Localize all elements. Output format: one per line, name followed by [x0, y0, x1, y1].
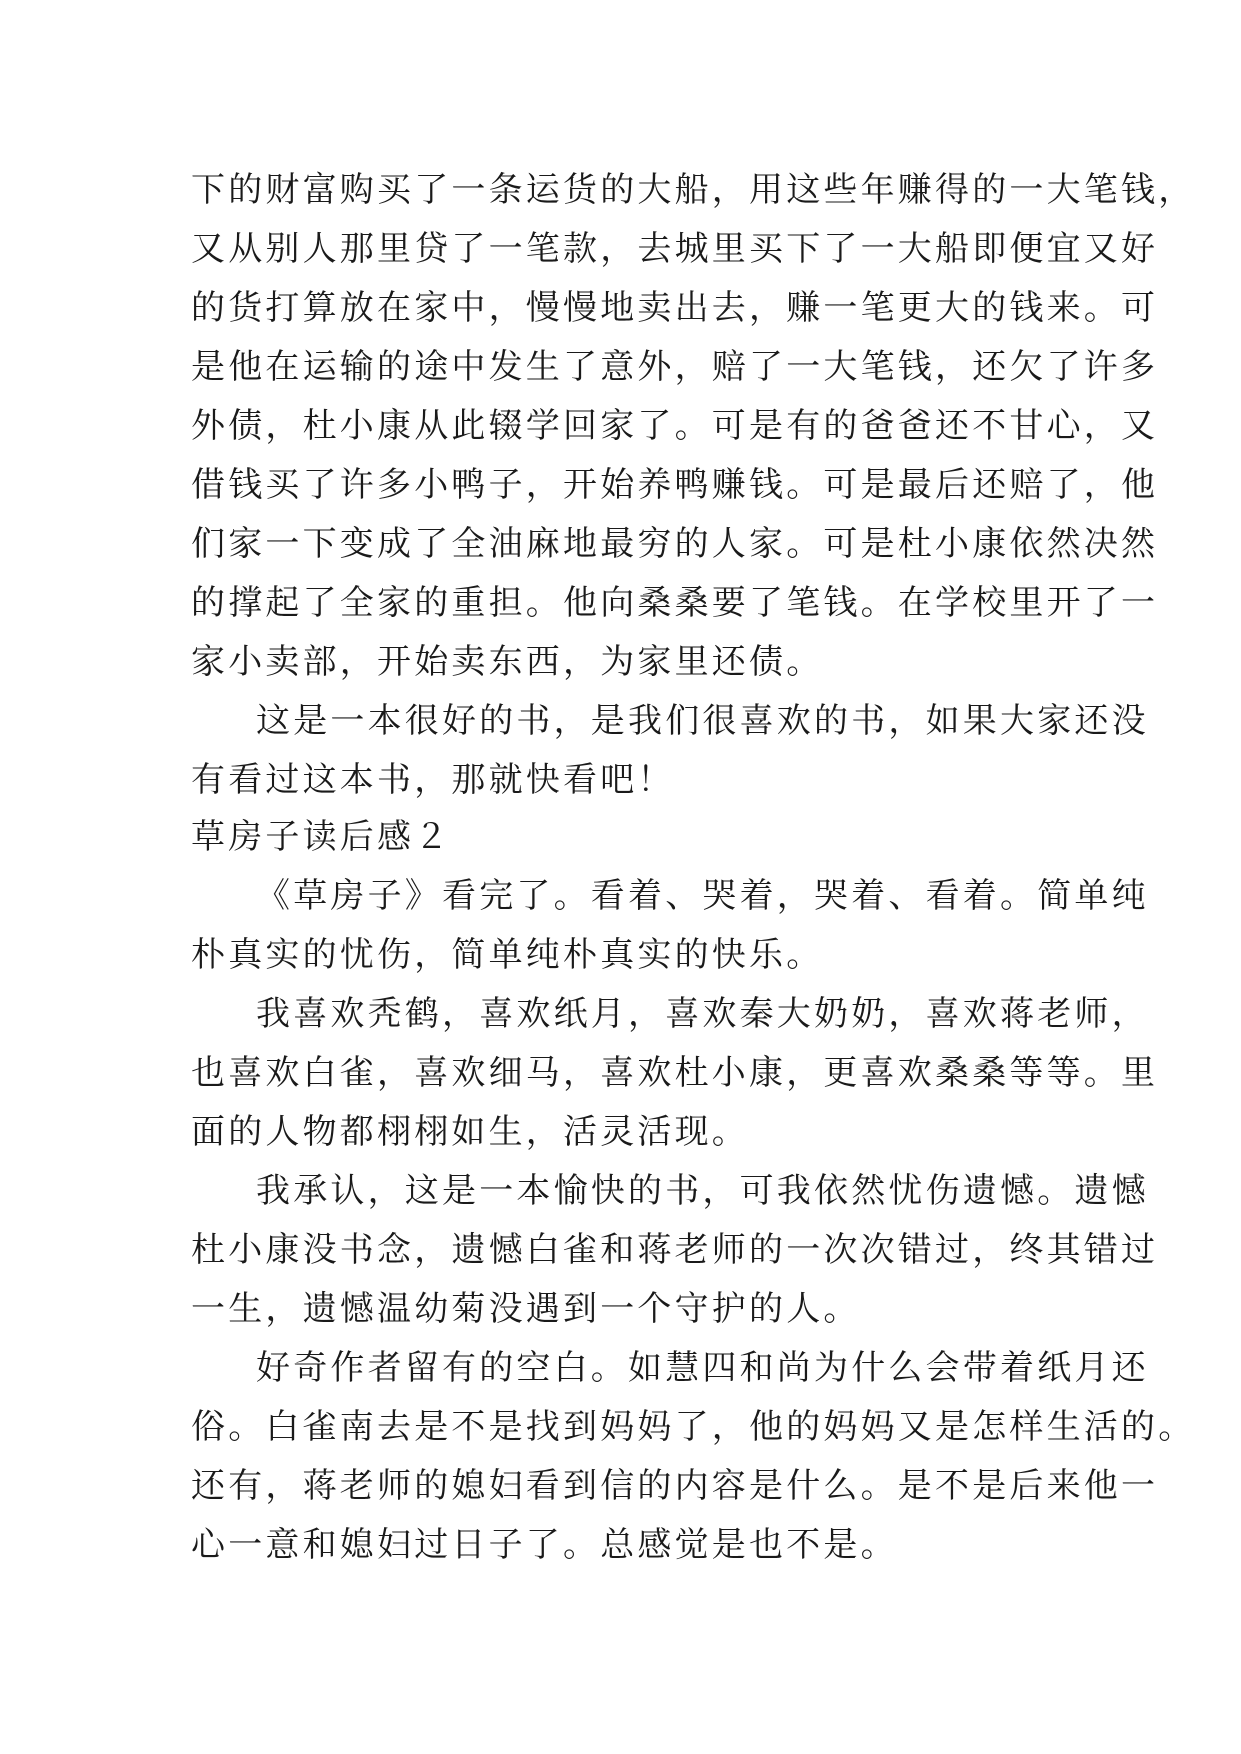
text-line: 也喜欢白雀，喜欢细马，喜欢杜小康，更喜欢桑桑等等。里 — [191, 1053, 1159, 1093]
text-line: 俗。白雀南去是不是找到妈妈了，他的妈妈又是怎样生活的。 — [191, 1407, 1196, 1447]
text-line: 我承认，这是一本愉快的书，可我依然忧伤遗憾。遗憾 — [256, 1171, 1149, 1211]
text-line: 这是一本很好的书，是我们很喜欢的书，如果大家还没 — [256, 701, 1149, 741]
text-line: 的货打算放在家中，慢慢地卖出去，赚一笔更大的钱来。可 — [191, 288, 1159, 328]
text-line: 朴真实的忧伤，简单纯朴真实的快乐。 — [191, 935, 824, 975]
text-line: 又从别人那里贷了一笔款，去城里买下了一大船即便宜又好 — [191, 229, 1159, 269]
text-line: 外债，杜小康从此辍学回家了。可是有的爸爸还不甘心，又 — [191, 406, 1159, 446]
text-line: 借钱买了许多小鸭子，开始养鸭赚钱。可是最后还赔了，他 — [191, 465, 1159, 505]
text-line: 家小卖部，开始卖东西，为家里还债。 — [191, 642, 824, 682]
text-line: 是他在运输的途中发生了意外，赔了一大笔钱，还欠了许多 — [191, 347, 1159, 387]
text-line: 好奇作者留有的空白。如慧四和尚为什么会带着纸月还 — [256, 1348, 1149, 1388]
text-line: 我喜欢秃鹤，喜欢纸月，喜欢秦大奶奶，喜欢蒋老师， — [256, 994, 1149, 1034]
text-line: 们家一下变成了全油麻地最穷的人家。可是杜小康依然决然 — [191, 524, 1159, 564]
text-line: 《草房子》看完了。看着、哭着，哭着、看着。简单纯 — [256, 876, 1149, 916]
text-line: 有看过这本书，那就快看吧！ — [191, 760, 675, 800]
text-line: 一生，遗憾温幼菊没遇到一个守护的人。 — [191, 1289, 861, 1329]
text-line: 心一意和媳妇过日子了。总感觉是也不是。 — [191, 1525, 898, 1565]
section-title: 草房子读后感２ — [191, 817, 452, 857]
text-line: 还有，蒋老师的媳妇看到信的内容是什么。是不是后来他一 — [191, 1466, 1159, 1506]
text-line: 杜小康没书念，遗憾白雀和蒋老师的一次次错过，终其错过 — [191, 1230, 1159, 1270]
text-line: 下的财富购买了一条运货的大船，用这些年赚得的一大笔钱， — [191, 170, 1196, 210]
text-line: 的撑起了全家的重担。他向桑桑要了笔钱。在学校里开了一 — [191, 583, 1159, 623]
text-line: 面的人物都栩栩如生，活灵活现。 — [191, 1112, 749, 1152]
